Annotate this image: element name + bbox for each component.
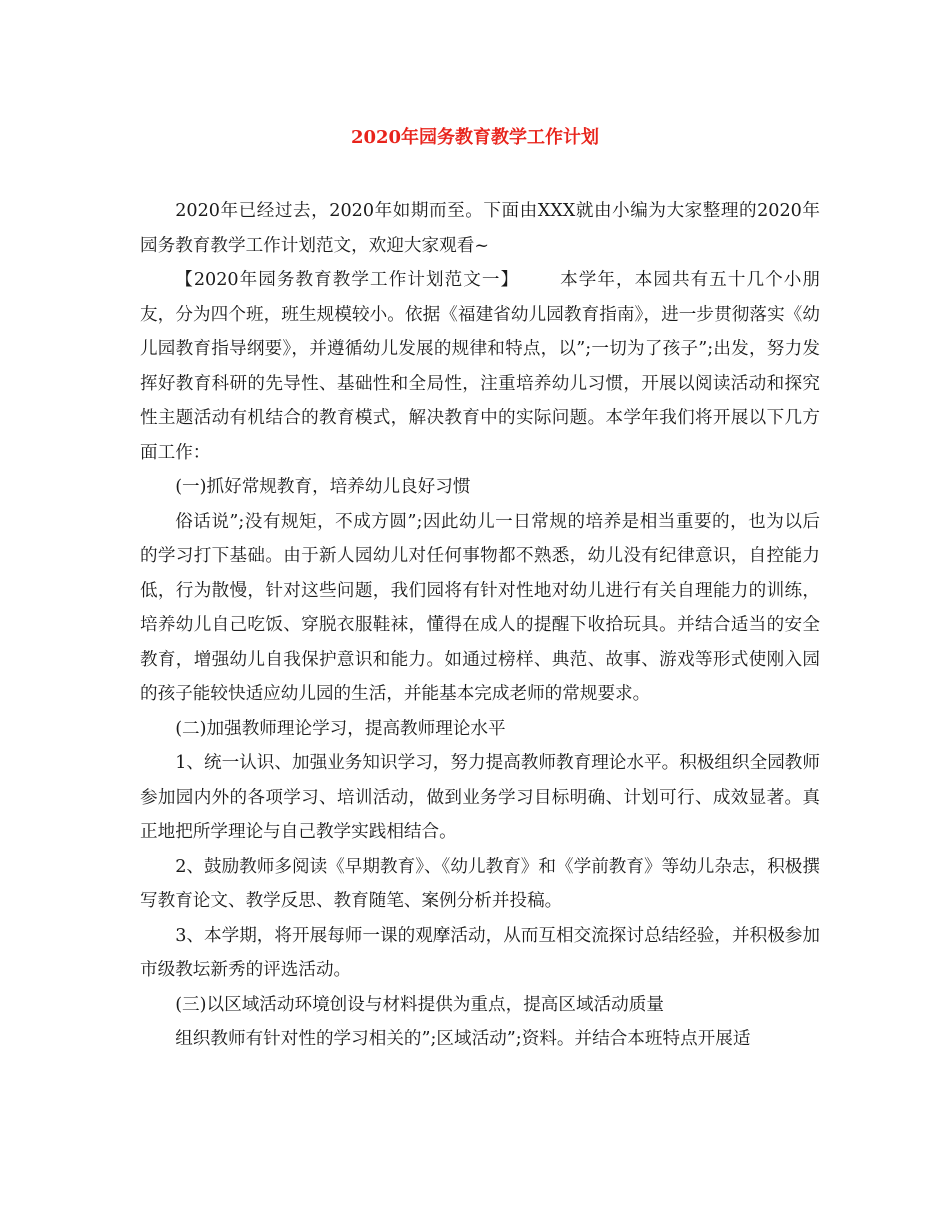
paragraph-routine: 俗话说”;没有规矩，不成方圆”;因此幼儿一日常规的培养是相当重要的，也为以后的学习打下基础。由于新人园幼儿对任何事物都不熟悉，幼儿没有纪律意识，自控能力低，行为散慢，针对这些问题，我们园将有针对性地对幼儿进行有关自理能力的训练，培养幼儿自己吃饭、穿脱衣服鞋袜，懂得在成人的提醒下收拾玩具。并结合适当的安全教育，增强幼儿自我保护意识和能力。如通过榜样、典范、故事、游戏等形式使刚入园的孩子能较快适应幼儿园的生活，并能基本完成老师的常规要求。 [140,511,820,704]
document-title: 2020年园务教育教学工作计划 [350,127,600,148]
section-paragraph [140,263,820,470]
subheading-1: (一)抓好常规教育，培养幼儿良好习惯 [175,477,471,497]
section-heading: 【2020年园务教育教学工作计划范文一】 [175,270,520,290]
intro-paragraph: 2020年已经过去，2020年如期而至。下面由XXX就由小编为大家整理的2020年园务教育教学工作计划范文，欢迎大家观看~ [140,201,820,256]
paragraph-item-2: 2、鼓励教师多阅读《早期教育》、《幼儿教育》和《学前教育》等幼儿杂志，积极撰写教育论文、教学反思、教育随笔、案例分析并投稿。 [140,856,820,911]
subheading-2: (二)加强教师理论学习，提高教师理论水平 [175,718,506,739]
paragraph-area: 组织教师有针对性的学习相关的”;区域活动”;资料。并结合本班特点开展适 [175,1029,751,1049]
section-text: 本学年，本园共有五十几个小朋友，分为四个班，班生规模较小。依据《福建省幼儿园教育指南》，进一步贯彻落实《幼儿园教育指导纲要》，并遵循幼儿发展的规律和特点，以”;一切为了孩子”;出发，努力发挥好教育科研的先导性、基础性和全局性，注重培养幼儿习惯，开展以阅读活动和探究性主题活动有机结合的教育模式，解决教育中的实际问题。本学年我们将开展以下几方面工作： [140,270,820,463]
subheading-3: (三)以区域活动环境创设与材料提供为重点，提高区域活动质量 [175,994,664,1015]
document-body [140,194,820,1057]
paragraph-item-3: 3、本学期，将开展每师一课的观摩活动，从而互相交流探讨总结经验，并积极参加市级教坛新秀的评选活动。 [140,925,820,980]
paragraph-item-1: 1、统一认识、加强业务知识学习，努力提高教师教育理论水平。积极组织全园教师参加园内外的各项学习、培训活动，做到业务学习目标明确、计划可行、成效显著。真正地把所学理论与自己教学实践相结合。 [140,753,820,842]
